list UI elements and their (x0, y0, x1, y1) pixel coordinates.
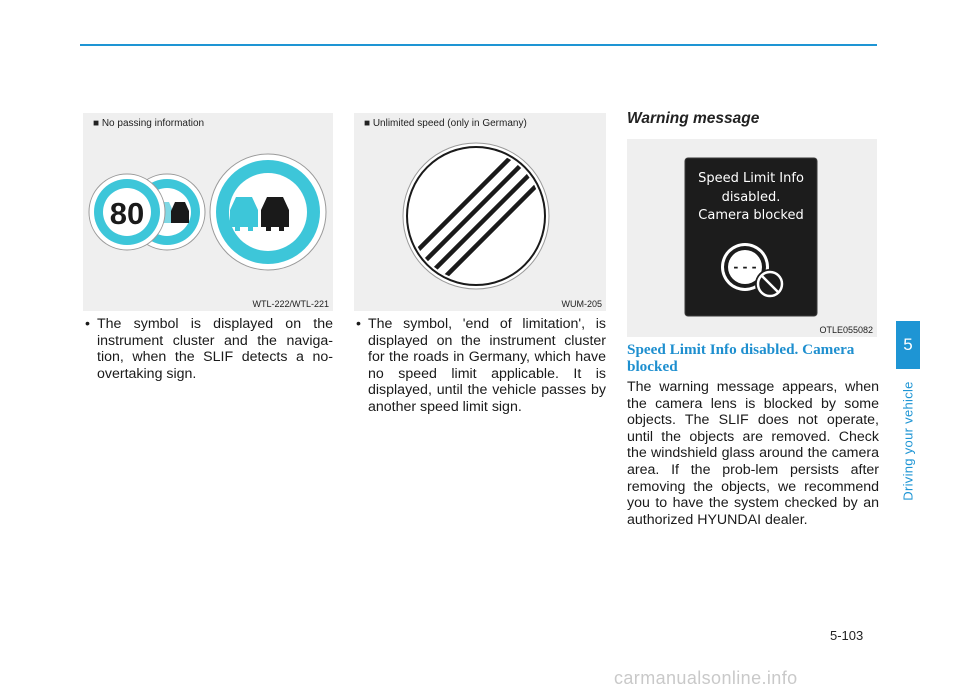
bullet-text: The symbol, 'end of limitation', is displayed on the instrument cluster for the roads in Germany, which have no speed limit applicable. It is displayed, until the vehicle passes by another speed limit sign. (368, 316, 606, 415)
page-number: 5-103 (830, 628, 864, 643)
screen-dashes: - - - (733, 260, 757, 274)
figure-no-passing (83, 113, 333, 311)
speed-sign-80: 80 (109, 196, 145, 231)
figure-code: WUM-205 (561, 299, 602, 309)
bullet-no-passing (85, 316, 333, 382)
bullet-end-of-limitation (356, 316, 606, 416)
sub-heading: Speed Limit Info disabled. Camera blocked (627, 341, 855, 375)
end-of-limitation-sign-illustration (354, 113, 606, 311)
bullet-text: The symbol is displayed on the instrument cluster and the naviga-tion, when the SLIF detects a no-overtaking sign. (97, 316, 333, 382)
bullet-dot: • (356, 316, 361, 332)
figure-code: OTLE055082 (819, 325, 873, 335)
screen-line-1: Speed Limit Info (698, 171, 804, 186)
body-paragraph: The warning message appears, when the camera lens is blocked by some objects. The SLIF does not operate, until the objects are removed. Check the windshield glass around the camera area. If the prob-lem persists after removing the objects, we recommend you to have the system checked by an authorized HYUNDAI dealer. (627, 379, 879, 528)
screen-line-2: disabled. (721, 190, 781, 205)
figure-code: WTL-222/WTL-221 (252, 299, 329, 309)
chapter-title-text: Driving your vehicle (900, 381, 916, 501)
watermark: carmanualsonline.info (614, 668, 798, 688)
bullet-dot: • (85, 316, 90, 332)
chapter-tab: 5 (896, 321, 920, 369)
section-heading: Warning message (627, 110, 760, 127)
screen-line-3: Camera blocked (698, 208, 804, 223)
figure-unlimited-speed (354, 113, 606, 311)
top-rule (80, 44, 877, 46)
cluster-screen-illustration (627, 139, 877, 337)
chapter-title (893, 376, 923, 506)
figure-warning-screen (627, 139, 877, 337)
figure-caption: ■ No passing information (93, 118, 205, 129)
figure-caption: ■ Unlimited speed (only in Germany) (364, 118, 527, 129)
no-passing-signs-illustration (83, 113, 333, 311)
